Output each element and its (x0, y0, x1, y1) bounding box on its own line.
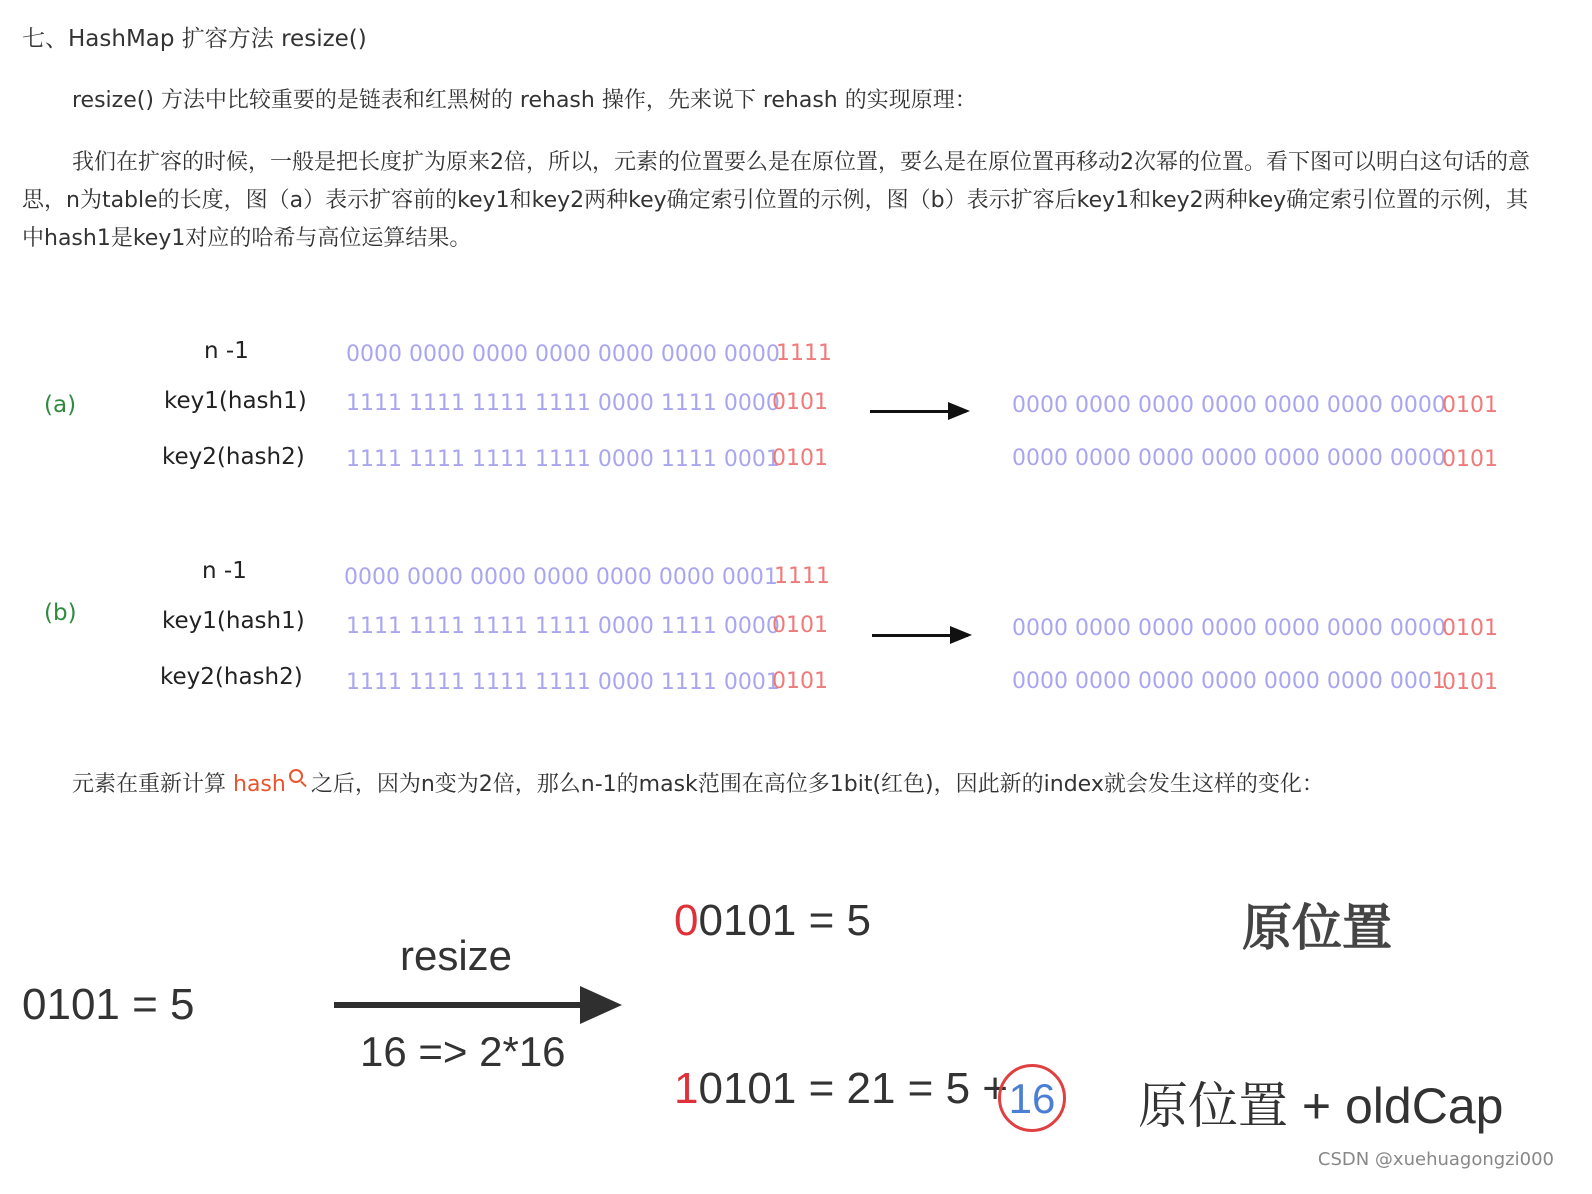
resize-arrow-icon (334, 1002, 614, 1008)
result-bits-low: 0101 (1442, 447, 1498, 472)
bits-high: 1111 1111 1111 1111 0000 1111 0001 (346, 447, 780, 472)
row-label: key1(hash1) (164, 388, 307, 414)
section-heading: 七、HashMap 扩容方法 resize() (22, 26, 367, 52)
row-label: key2(hash2) (162, 444, 305, 470)
arrow-label-resize: resize (400, 932, 513, 979)
result-bits-high: 0000 0000 0000 0000 0000 0000 0000 (1012, 616, 1446, 641)
circled-16: 16 (998, 1064, 1066, 1132)
result-bits-low: 0101 (1442, 393, 1498, 418)
figure-b-label: (b) (44, 600, 77, 626)
bits-high: 1111 1111 1111 1111 0000 1111 0000 (346, 391, 780, 416)
watermark: CSDN @xuehuagongzi000 (1317, 1149, 1554, 1170)
original-value: 0101 = 5 (22, 980, 195, 1029)
arrow-right-icon (870, 410, 966, 413)
result-bits-high: 0000 0000 0000 0000 0000 0000 0000 (1012, 393, 1446, 418)
result-new-bit: 1 (1431, 669, 1446, 694)
label-position-plus-oldcap: 原位置 + oldCap (1138, 1078, 1504, 1134)
result-bits-low: 0101 (1442, 616, 1498, 641)
row-label: key2(hash2) (160, 664, 303, 690)
result-bits-low: 0101 (1442, 670, 1498, 695)
bits-high: 0000 0000 0000 0000 0000 0000 0001 (344, 565, 778, 590)
expression-text: 0101 = 21 = 5 + (698, 1064, 1008, 1113)
expression-text: 0101 = 5 (698, 896, 871, 945)
result-bits-row (1012, 669, 1446, 694)
bits-high: 1111 1111 1111 1111 0000 1111 0001 (346, 670, 780, 695)
arrow-right-icon (872, 634, 968, 637)
paragraph-explanation: 我们在扩容的时候，一般是把长度扩为原来2倍，所以，元素的位置要么是在原位置，要么是在原位置再移动2次幂的位置。看下图可以明白这句话的意思，n为table的长度，图（a）表示扩容前的key1和key2两种key确定索引位置的示例，图（b）表示扩容后key1和key2两种key确定索引位置的示例，其中hash1是key1对应的哈希与高位运算结果。 (22, 150, 1530, 251)
label-original-position: 原位置 (1242, 900, 1392, 956)
row-label: n -1 (204, 338, 249, 364)
bits-low: 1111 (774, 564, 830, 589)
new-index-expression (674, 1064, 1008, 1114)
bits-low: 0101 (772, 446, 828, 471)
bits-high: 1111 1111 1111 1111 0000 1111 0000 (346, 614, 780, 639)
high-bit-one: 1 (674, 1064, 699, 1113)
result-bits-high: 0000 0000 0000 0000 0000 0000 000 (1012, 669, 1432, 694)
row-label: key1(hash1) (162, 608, 305, 634)
figure-a-label: (a) (44, 392, 77, 418)
hash-link[interactable]: hash (233, 772, 286, 797)
paragraph-index-change (72, 766, 1324, 804)
search-icon[interactable] (289, 769, 303, 783)
bits-high: 0000 0000 0000 0000 0000 0000 0000 (346, 342, 780, 367)
old-cap-circle (998, 1064, 1066, 1132)
result-bits-high: 0000 0000 0000 0000 0000 0000 0000 (1012, 446, 1446, 471)
old-index-expression (674, 896, 871, 946)
paragraph-resize-intro: resize() 方法中比较重要的是链表和红黑树的 rehash 操作，先来说下 rehash 的实现原理： (72, 88, 977, 113)
bits-low: 0101 (772, 390, 828, 415)
paragraph-text: 元素在重新计算 (72, 772, 233, 797)
high-bit-zero: 0 (674, 896, 699, 945)
bits-low: 0101 (772, 613, 828, 638)
bits-low: 0101 (772, 669, 828, 694)
bits-low: 1111 (776, 341, 832, 366)
arrow-label-capacity: 16 => 2*16 (360, 1028, 566, 1075)
paragraph-text: 之后，因为n变为2倍，那么n-1的mask范围在高位多1bit(红色)，因此新的index就会发生这样的变化： (310, 772, 1324, 797)
row-label: n -1 (202, 558, 247, 584)
